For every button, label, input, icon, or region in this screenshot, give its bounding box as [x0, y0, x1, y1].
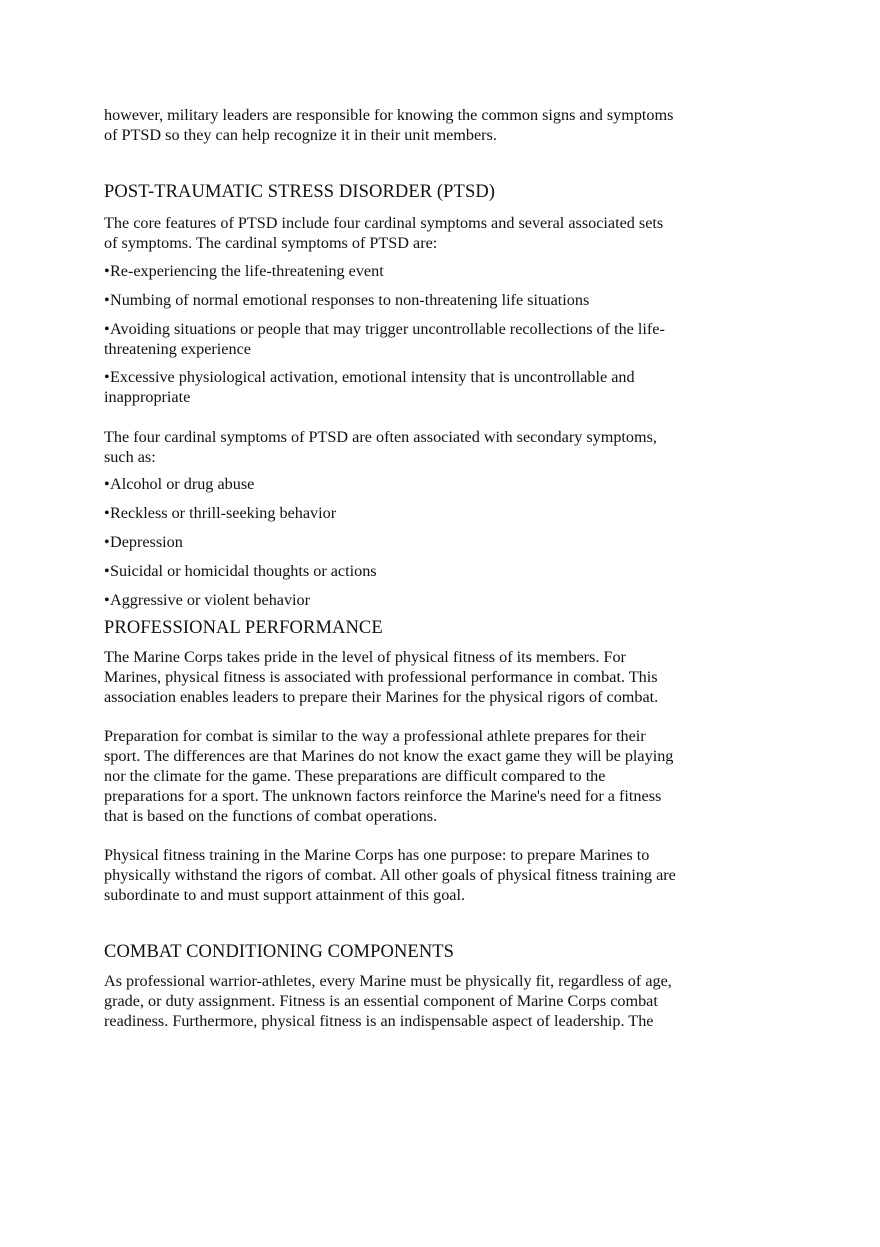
text-line: Preparation for combat is similar to the way a professional athlete prepares for their — [104, 727, 646, 745]
text-line: The Marine Corps takes pride in the level of physical fitness of its members. For — [104, 648, 626, 666]
bullet-icon: • — [104, 562, 110, 580]
text-line: readiness. Furthermore, physical fitness is an indispensable aspect of leadership. The — [104, 1012, 654, 1030]
secondary-intro-line-2: such as: — [104, 448, 156, 466]
bullet-icon: • — [104, 591, 110, 609]
secondary-symptom-text: Reckless or thrill-seeking behavior — [110, 504, 337, 522]
secondary-intro-paragraph — [104, 427, 744, 467]
combat-paragraph — [104, 971, 744, 1031]
ptsd-intro-line-1: The core features of PTSD include four cardinal symptoms and several associated sets — [104, 214, 664, 232]
bullet-icon: • — [104, 368, 110, 386]
text-line: grade, or duty assignment. Fitness is an essential component of Marine Corps combat — [104, 992, 658, 1010]
secondary-symptom-text: Aggressive or violent behavior — [110, 591, 311, 609]
cardinal-symptom-text: Re-experiencing the life-threatening event — [110, 262, 384, 280]
secondary-symptom-text: Suicidal or homicidal thoughts or actions — [110, 562, 377, 580]
text-line: Physical fitness training in the Marine Corps has one purpose: to prepare Marines to — [104, 846, 650, 864]
secondary-symptom-text: Depression — [110, 533, 183, 551]
text-line: association enables leaders to prepare their Marines for the physical rigors of combat. — [104, 688, 659, 706]
cardinal-symptom-item — [104, 367, 748, 407]
intro-paragraph — [104, 105, 744, 145]
intro-line-1: however, military leaders are responsible for knowing the common signs and symptoms — [104, 106, 674, 124]
bullet-icon: • — [104, 291, 110, 309]
text-line: physically withstand the rigors of combat. All other goals of physical fitness training are — [104, 866, 676, 884]
text-line: As professional warrior-athletes, every Marine must be physically fit, regardless of age, — [104, 972, 672, 990]
ptsd-heading: POST-TRAUMATIC STRESS DISORDER (PTSD) — [104, 182, 496, 202]
intro-line-2: of PTSD so they can help recognize it in their unit members. — [104, 126, 497, 144]
cardinal-symptom-item — [104, 261, 748, 281]
cardinal-symptom-text-line-1: Excessive physiological activation, emotional intensity that is uncontrollable and — [110, 368, 635, 386]
cardinal-symptom-text-line-2: inappropriate — [104, 388, 191, 406]
text-line: subordinate to and must support attainment of this goal. — [104, 886, 466, 904]
secondary-symptom-item — [104, 561, 748, 581]
text-line: sport. The differences are that Marines do not know the exact game they will be playing — [104, 747, 674, 765]
text-line: nor the climate for the game. These preparations are difficult compared to the — [104, 767, 606, 785]
cardinal-symptom-text: Numbing of normal emotional responses to non-threatening life situations — [110, 291, 590, 309]
cardinal-symptom-text-line-2: threatening experience — [104, 340, 251, 358]
cardinal-symptom-item — [104, 290, 748, 310]
bullet-icon: • — [104, 475, 110, 493]
secondary-symptom-text: Alcohol or drug abuse — [110, 475, 255, 493]
bullet-icon: • — [104, 262, 110, 280]
performance-paragraph-3 — [104, 845, 744, 905]
ptsd-intro-paragraph — [104, 213, 744, 253]
secondary-symptom-item — [104, 590, 748, 610]
text-line: preparations for a sport. The unknown factors reinforce the Marine's need for a fitness — [104, 787, 662, 805]
secondary-symptom-item — [104, 503, 748, 523]
cardinal-symptom-text-line-1: Avoiding situations or people that may trigger uncontrollable recollections of the life- — [110, 320, 665, 338]
performance-paragraph-2 — [104, 726, 744, 826]
performance-heading: PROFESSIONAL PERFORMANCE — [104, 618, 383, 638]
secondary-intro-line-1: The four cardinal symptoms of PTSD are often associated with secondary symptoms, — [104, 428, 657, 446]
ptsd-intro-line-2: of symptoms. The cardinal symptoms of PTSD are: — [104, 234, 438, 252]
bullet-icon: • — [104, 320, 110, 338]
bullet-icon: • — [104, 504, 110, 522]
secondary-symptom-item — [104, 532, 748, 552]
bullet-icon: • — [104, 533, 110, 551]
text-line: that is based on the functions of combat operations. — [104, 807, 438, 825]
secondary-symptom-item — [104, 474, 748, 494]
cardinal-symptom-item — [104, 319, 748, 359]
combat-heading: COMBAT CONDITIONING COMPONENTS — [104, 942, 455, 962]
performance-paragraph-1 — [104, 647, 744, 707]
text-line: Marines, physical fitness is associated with professional performance in combat. This — [104, 668, 658, 686]
